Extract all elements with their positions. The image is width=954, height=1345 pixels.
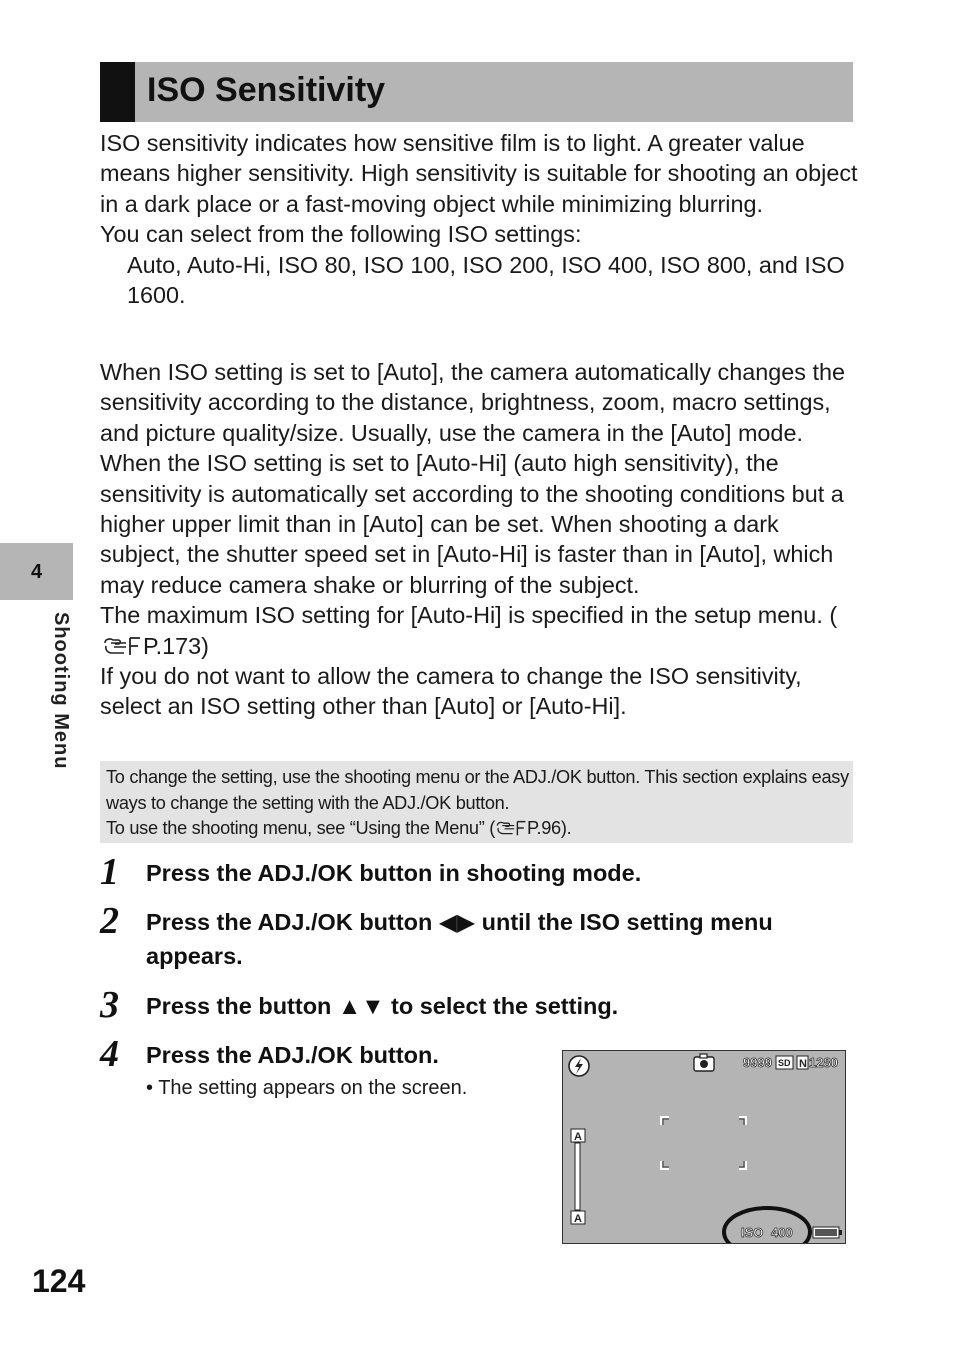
page-reference-icon — [495, 819, 527, 837]
af-frame-shadow — [663, 1119, 744, 1167]
battery-icon — [813, 1227, 842, 1238]
iso-label: ISO — [741, 1225, 764, 1240]
step-text: Press the ADJ./OK button. — [146, 1042, 439, 1068]
chapter-number: 4 — [30, 561, 43, 583]
section-heading-bar — [100, 62, 853, 122]
note-menu-ref[interactable]: P.96). — [526, 818, 572, 838]
page-title: ISO Sensitivity — [147, 71, 386, 109]
intro-paragraph: ISO sensitivity indicates how sensitive film is to light. A greater value means higher sensitivity. High sensitivity is suitable for shooting an object in a dark place or a fast-moving object while minimizing blurring. — [100, 130, 858, 217]
camera-mode-icon — [694, 1054, 714, 1071]
iso-highlight-circle — [724, 1208, 810, 1243]
camera-lcd-display — [563, 1051, 845, 1243]
step-text-part: Press the ADJ./OK button — [146, 909, 439, 935]
step-4-note: • The setting appears on the screen. — [146, 1077, 468, 1099]
chapter-title: Shooting Menu — [50, 612, 72, 770]
step-text: Press the ADJ./OK button in shooting mode. — [146, 860, 642, 886]
step-number: 1 — [100, 851, 119, 893]
step-text-part: until the ISO setting menu appears. — [146, 909, 773, 969]
note-line-2 — [106, 816, 851, 842]
max-iso-text: The maximum ISO setting for [Auto-Hi] is specified in the setup menu. ( — [100, 602, 838, 629]
step-number: 4 — [100, 1033, 119, 1075]
note-menu-text: To use the shooting menu, see “Using the Menu” ( — [106, 818, 495, 838]
note-box — [100, 761, 853, 843]
details-section — [100, 357, 860, 722]
step-text — [146, 905, 846, 973]
iso-value: 400 — [771, 1225, 793, 1240]
picture-quality-label: N — [799, 1058, 807, 1070]
af-frame-brackets — [661, 1117, 746, 1169]
remaining-shots-count: 9999 — [743, 1055, 772, 1070]
auto-hi-paragraph: When the ISO setting is set to [Auto-Hi] (auto high sensitivity), the sensitivity is automatically set according to the shooting conditions but a higher upper limit than in [Auto] can be set. When shooting a dark subject, the shutter speed set in [Auto-Hi] is faster than in [Auto], which may reduce camera shake or blurring of the subject. — [100, 450, 844, 598]
camera-lcd-screen — [562, 1050, 846, 1244]
step-number: 3 — [100, 984, 119, 1026]
step-text — [146, 989, 846, 1023]
iso-options-list: Auto, Auto-Hi, ISO 80, ISO 100, ISO 200, ISO 400, ISO 800, and ISO 1600. — [127, 251, 845, 309]
intro-section — [100, 128, 860, 310]
zoom-bottom-label: A — [574, 1213, 582, 1225]
step-text-part: Press the button — [146, 993, 338, 1019]
heading-marker — [100, 62, 135, 122]
step-number: 2 — [100, 900, 119, 942]
zoom-bar — [571, 1129, 585, 1225]
note-line-1: To change the setting, use the shooting menu or the ADJ./OK button. This section explains easy ways to change the setting with the ADJ./OK button. — [106, 767, 849, 813]
chapter-tab — [0, 543, 73, 600]
max-iso-paragraph — [100, 600, 860, 661]
manual-iso-paragraph: If you do not want to allow the camera to change the ISO sensitivity, select an ISO setting other than [Auto] or [Auto-Hi]. — [100, 663, 802, 720]
zoom-top-label: A — [574, 1131, 582, 1143]
intro-options-lead: You can select from the following ISO settings: — [100, 221, 582, 248]
picture-size-label: 1280 — [809, 1055, 838, 1070]
step-text-part: to select the setting. — [384, 993, 619, 1019]
max-iso-ref[interactable]: P.173) — [143, 632, 209, 659]
left-right-arrows-icon: ◀▶ — [438, 909, 476, 935]
page-reference-icon — [102, 635, 142, 657]
sd-card-label: SD — [778, 1058, 791, 1068]
up-down-arrows-icon: ▲▼ — [337, 993, 385, 1019]
flash-auto-icon — [569, 1056, 589, 1076]
auto-paragraph: When ISO setting is set to [Auto], the camera automatically changes the sensitivity according to the distance, brightness, zoom, macro settings, and picture quality/size. Usually, use the camera in the [Auto] mode. — [100, 359, 845, 446]
page-number: 124 — [32, 1263, 86, 1299]
